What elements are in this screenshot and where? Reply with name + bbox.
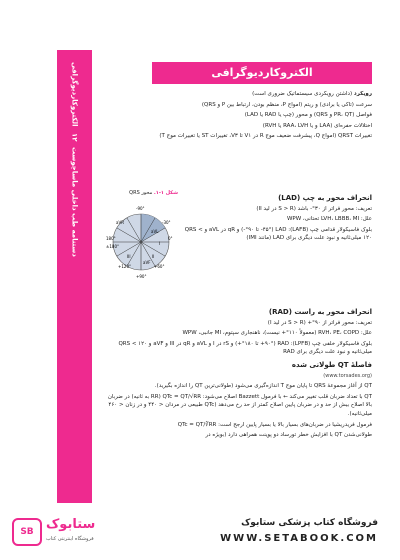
brand-name: ستابوک (46, 517, 96, 532)
qt-paragraph: QT از آغاز مجموعهٔ QRS تا پایان موج T اندازه‌گیری می‌شود (طولانی‌ترین QT را اندازه بگیرید). (154, 383, 372, 390)
axis-label: II (152, 254, 155, 259)
chapter-section: الکتروکاردیوگرافی (70, 62, 79, 127)
axis-diagram (106, 200, 176, 282)
qt-paragraph: فرمول فریدریشیا در ضربان‌های بسیار بالا یا بسیار پایین ارجح است: QTc = QT/∛RR (177, 421, 372, 428)
page-top-margin (0, 0, 400, 50)
figure-caption-label: شکل ۱-۱. (153, 190, 178, 196)
setabook-logo-icon: SB (12, 518, 42, 546)
chapter-side-text (57, 50, 92, 503)
approach-item: اختلالات حفره‌ای (LAA و یا RAA، LVH یا RVH) (262, 122, 372, 129)
axis-label: +120° (118, 264, 131, 269)
lad-title: انحراف محور به چپ (LAD) (278, 194, 372, 202)
axis-label: III (127, 254, 131, 259)
axis-label: +60° (154, 264, 165, 269)
lad-causes: علل: LVH، LBBB، MI تحتانی، WPW (286, 216, 372, 223)
approach-note: (داشتن رویکردی سیستماتیک ضروری است) (252, 91, 353, 97)
chapter-title: دستنامه طب داخلی ماساچوست (70, 147, 79, 257)
brand-tagline: فروشگاه اینترنتی کتاب (46, 536, 94, 542)
qt-paragraph: طولانی‌شدن QT با افزایش خطر تورساد دو پوینت همراهی دارد (بویژه در (205, 432, 372, 439)
axis-label: ±180° (106, 244, 119, 249)
qt-title: فاصلهٔ QT طولانی شده (291, 360, 372, 369)
rad-lpfb: بلوک فاسیکولار خلفی چپ (LPFB): RAD (۹۰°+ تا ۱۸۰°+) و rS در I و aVL و qR در III و aVF و QRS < ۱۲۰ میلی‌ثانیه و نبود علت دیگری برای RAD (118, 340, 372, 356)
rad-qt-section (104, 304, 372, 442)
lad-lafb: بلوک فاسیکولار قدامی چپ (LAFB): LAD (۴۵°- تا ۹۰°-) و qR در aVL و QRS < ۱۲۰ میلی‌ثانیه و نبود علت دیگری برای LAD (مانند IMI) (184, 226, 372, 242)
shop-title: فروشگاه کتاب پزشکی ستابوک (241, 518, 378, 528)
axis-label: I (159, 241, 161, 246)
lad-definition: تعریف: محور فراتر از ۳۰°- باشد (S > R در لید II) (256, 205, 372, 212)
chapter-number: ۱۲ (70, 132, 79, 142)
axis-label: -90° (136, 206, 145, 211)
axis-label: 180° (106, 236, 116, 241)
shop-url-link[interactable]: WWW.SETABOOK.COM (220, 533, 378, 544)
axis-label: 0° (168, 236, 173, 241)
approach-item: سرعت (تاکی یا برادی) و ریتم (امواج P، منظم بودن، ارتباط بین P و QRS) (201, 101, 372, 108)
section-heading: الکتروکاردیوگرافی (152, 62, 372, 84)
qt-url: (www.torsades.org) (323, 372, 372, 379)
axis-label: aVF (143, 260, 151, 265)
figure-caption (104, 190, 178, 196)
rad-title: انحراف محور به راست (RAD) (268, 308, 372, 316)
approach-item: تغییرات QRST (امواج Q، پیشرفت ضعیف موج R در V۱ تا V۳، تغییرات ST یا تغییرات موج T) (159, 133, 372, 140)
axis-label: -30° (162, 220, 171, 225)
figure-caption-text: محور QRS (129, 190, 153, 196)
qrs-axis-figure (104, 190, 178, 286)
rad-causes: علل: RVH، PE، COPD (معمولاً ۱۱۰°+ نیست)، ناهنجاری سپتوم، MI جانبی، WPW (182, 330, 372, 337)
axis-label: aVL (151, 229, 159, 234)
lad-section (184, 190, 372, 245)
qt-paragraph: QT با تعداد ضربان قلب تغییر می‌کند ← با فرمول Bazzett اصلاح می‌شود: QTc = QT/√RR (RR به ثانیه) در ضربان بالا اصلاح بیش از حد و در ضربان پایین اصلاح کمتر از حد رخ می‌دهد (QTc طبیعی در مردان < ۴۴۰ و در زنان < ۴۶۰ میلی‌ثانیه). (107, 393, 372, 417)
approach-title: رویکرد (353, 91, 372, 97)
approach-heading (104, 90, 372, 99)
axis-label: aVR (116, 220, 124, 225)
axis-label: +90° (136, 274, 147, 279)
approach-item: فواصل (PR، QT و QRS) و محور (چپ یا RAD یا LAD) (244, 112, 372, 119)
rad-definition: تعریف: محور فراتر از ۹۰°+ (S > R در لید I) (267, 319, 372, 326)
approach-section (104, 90, 372, 143)
